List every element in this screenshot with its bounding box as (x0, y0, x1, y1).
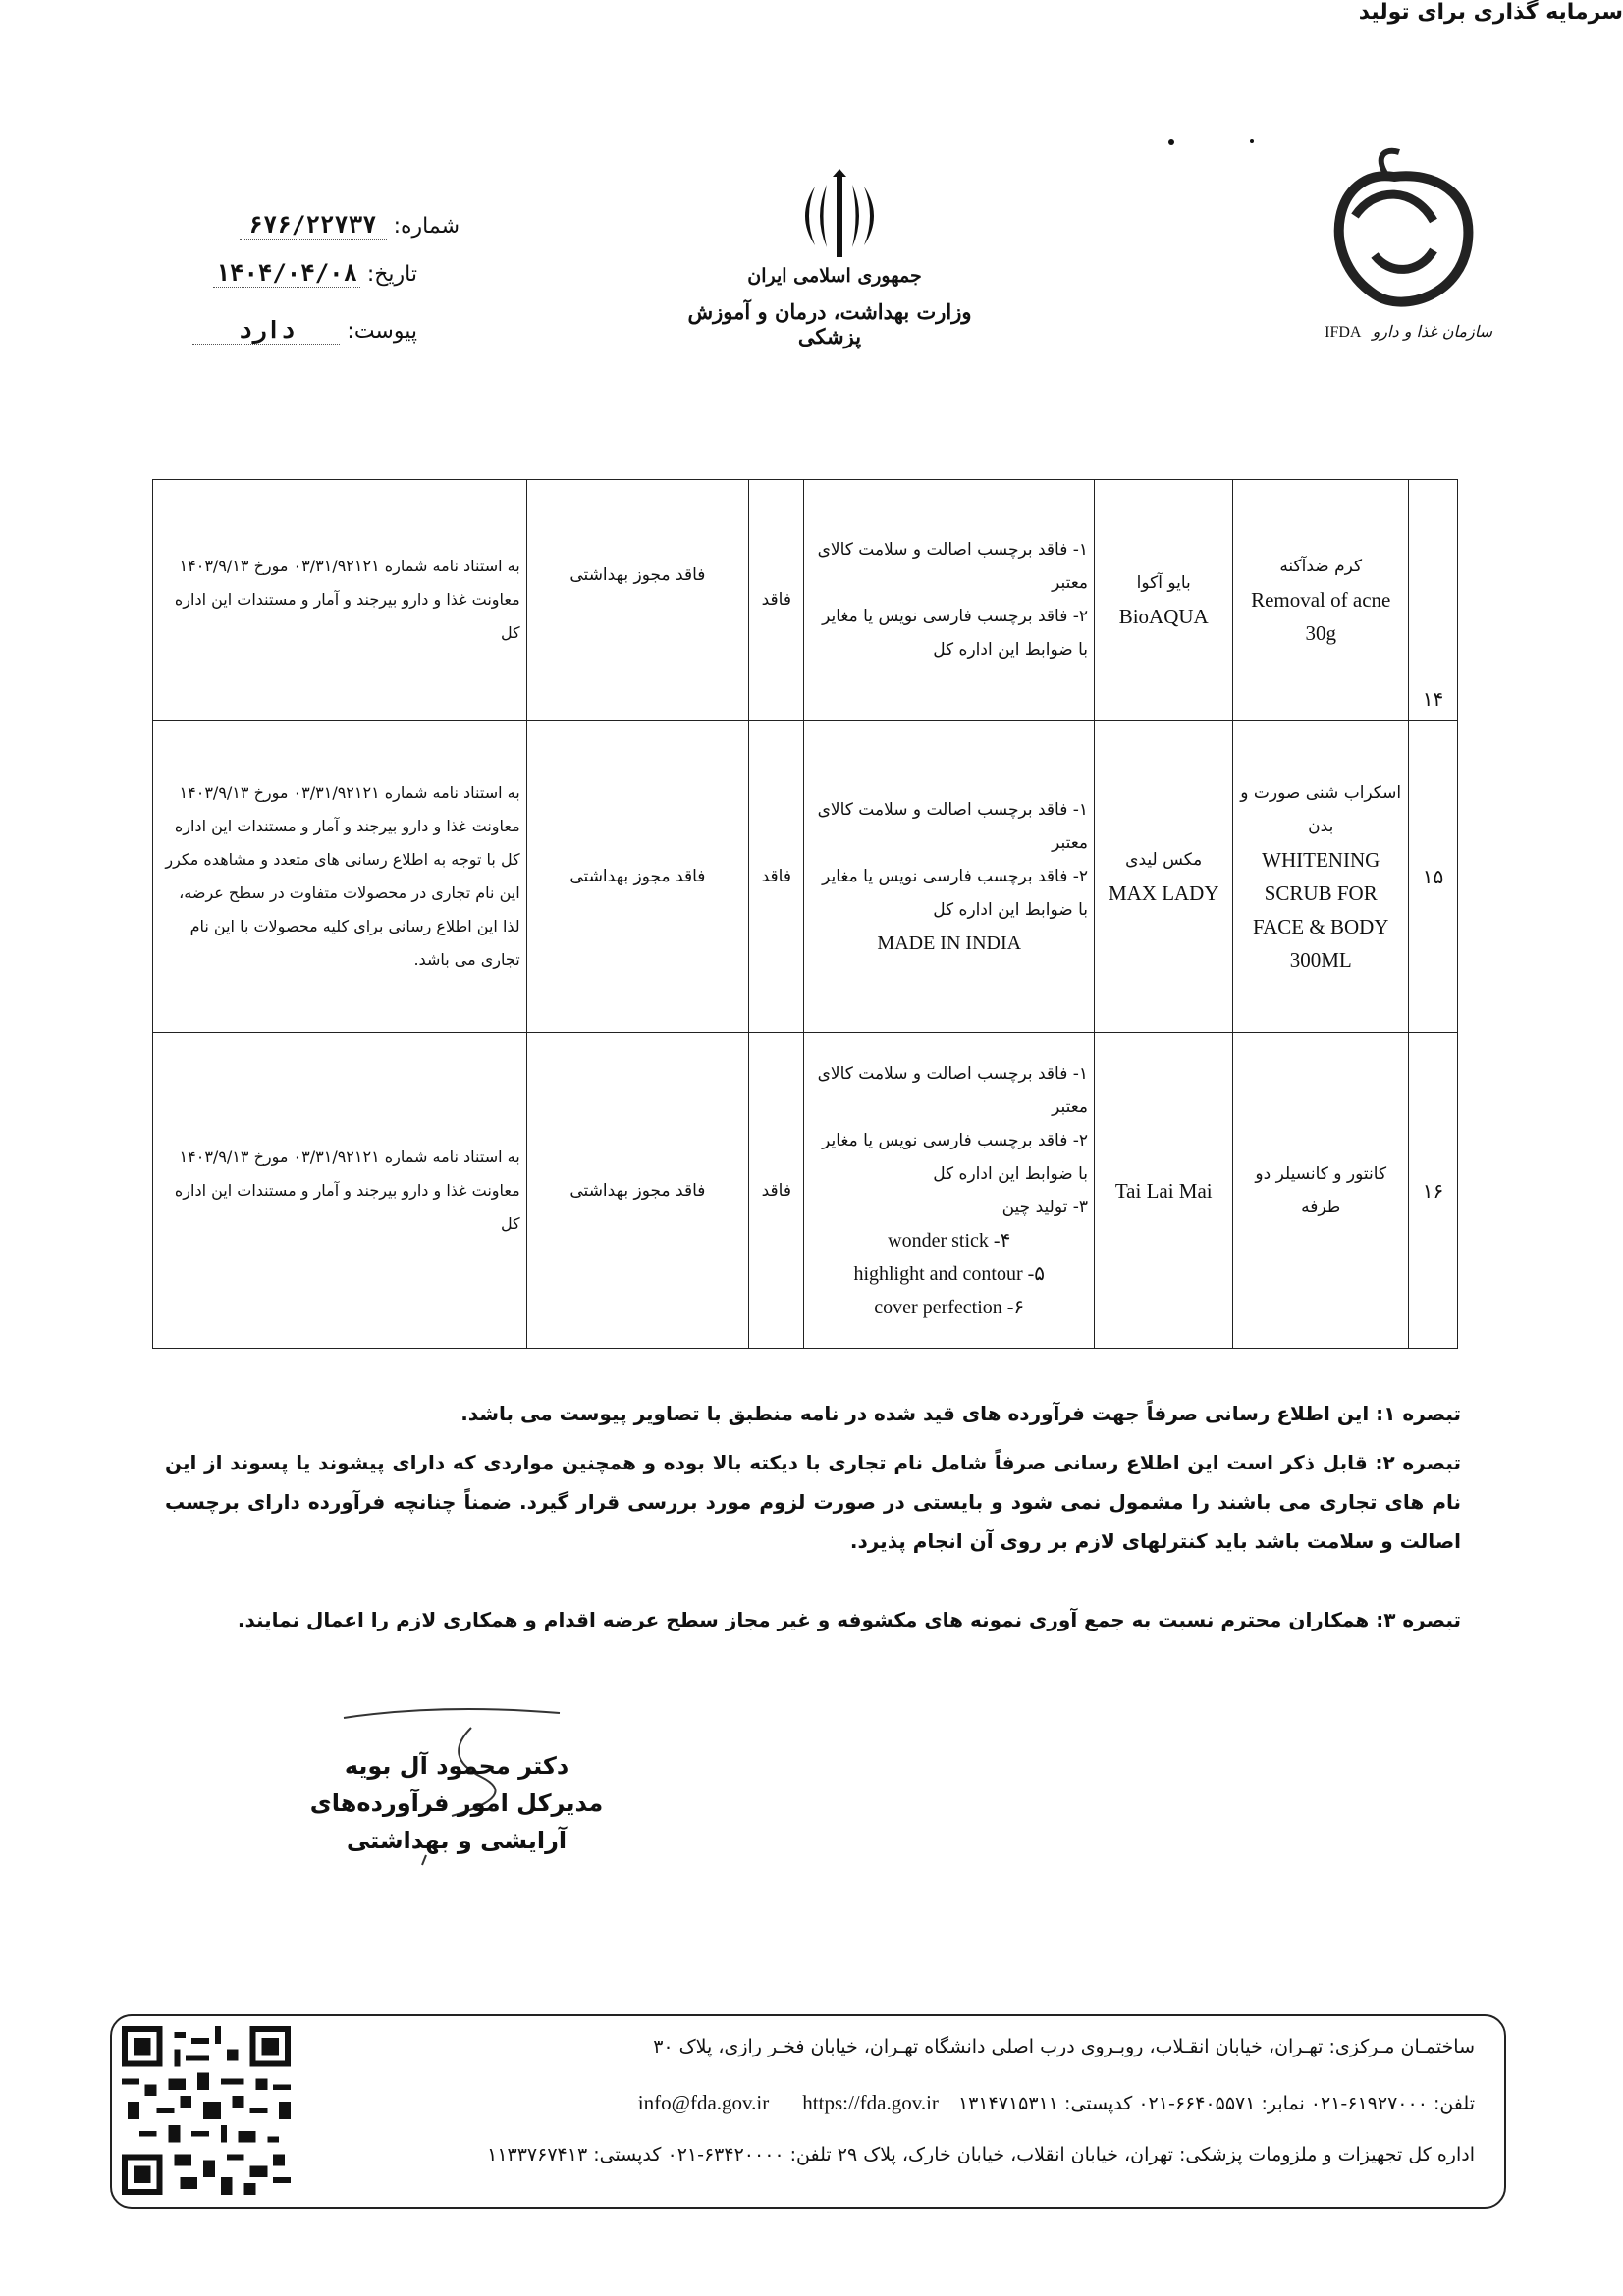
footer-email[interactable]: info@fda.gov.ir (637, 2091, 770, 2114)
note-1: تبصره ۱: این اطلاع رسانی صرفاً جهت فرآورده های قید شده در نامه منطبق با تصاویر پیوست می باشد. (460, 1402, 1461, 1425)
issue-item: ۳- تولید چین (1001, 1197, 1089, 1217)
republic-title: جمهوری اسلامی ایران (747, 265, 922, 287)
issue-item: ۲- فاقد برچسب فارسی نویس یا مغایر با ضوابط این اداره کل (822, 1130, 1089, 1184)
letter-number-label: شماره: (393, 214, 460, 239)
row-number: ۱۵ (1409, 721, 1458, 1033)
row-number: ۱۴ (1409, 480, 1458, 721)
signer-title-1: مدیرکل امور فرآورده‌های (309, 1789, 604, 1817)
footer (110, 2014, 1506, 2209)
scan-dot (1168, 139, 1174, 145)
letter-attachment-value: دارد (192, 316, 340, 345)
fda-logo-icon (1296, 147, 1492, 319)
brand-en: MAX LADY (1108, 881, 1219, 905)
letter-date-value: ۱۴۰۴/۰۴/۰۸ (213, 259, 360, 288)
product-name-cell (1233, 1033, 1409, 1349)
brand-cell (1095, 1033, 1233, 1349)
issue-item-en: wonder stick -۴ (888, 1229, 1011, 1252)
status-cell: فاقد (749, 1033, 804, 1349)
note-3: تبصره ۳: همکاران محترم نسبت به جمع آوری نمونه های مکشوفه و غیر مجاز سطح عرضه اقدام و همکاری لازم را اعمال نمایند. (237, 1608, 1461, 1631)
status-cell: فاقد (749, 721, 804, 1033)
fda-logo-abbr: IFDA (1325, 324, 1362, 341)
letter-date (213, 259, 417, 288)
reference-cell: به استناد نامه شماره ۰۳/۳۱/۹۲۱۲۱ مورخ ۱۴۰۳/۹/۱۳ معاونت غذا و دارو بیرجند و آمار و مستندات این اداره کل با توجه به اطلاع رسانی های متعدد و مشاهده مکرر این نام تجاری در محصولات متفاوت در سطح عرضه، لذا این اطلاع رسانی برای کلیه محصولات با این نام تجاری می باشد. (153, 721, 527, 1033)
row-number: ۱۶ (1409, 1033, 1458, 1349)
footer-address: ساختمـان مـرکزی: تهـران، خیابان انقـلاب، روبـروی درب اصلی دانشگاه تهـران، خیابان فخـر رازی، پلاک ۳۰ (653, 2036, 1475, 2057)
fda-logo-text: سازمان غذا و دارو (1372, 322, 1492, 341)
letter-attachment (192, 316, 417, 345)
note-2: تبصره ۲: قابل ذکر است این اطلاع رسانی صرفاً شامل نام تجاری با دیکته بالا بوده و همچنین مواردی که دارای پیشوند یا پسوند از این نام های تجاری می باشند را مشمول نمی شود و بایستی در صورت لزوم مورد بررسی قرار گیرد. ضمناً چنانچه فرآورده دارای برچسب اصالت و سلامت باشد باید کنترلهای لازم بر روی آن انجام پذیرد. (165, 1451, 1462, 1553)
ministry-title: وزارت بهداشت، درمان و آموزش پزشکی (687, 299, 972, 348)
issues-cell (804, 480, 1095, 721)
reference-cell: به استناد نامه شماره ۰۳/۳۱/۹۲۱۲۱ مورخ ۱۴۰۳/۹/۱۳ معاونت غذا و دارو بیرجند و آمار و مستندات این اداره کل (153, 1033, 527, 1349)
issue-item: ۲- فاقد برچسب فارسی نویس یا مغایر با ضوابط این اداره کل (822, 607, 1089, 660)
reference-cell: به استناد نامه شماره ۰۳/۳۱/۹۲۱۲۱ مورخ ۱۴۰۳/۹/۱۳ معاونت غذا و دارو بیرجند و آمار و مستندات این اداره کل (153, 480, 527, 721)
footer-equipment-office: اداره کل تجهیزات و ملزومات پزشکی: تهران، خیابان انقلاب، خیابان خارک، پلاک ۲۹ تلفن: ۶۳۴۲۰۰۰۰-۰۲۱ کدپستی: ۱۱۳۳۷۶۷۴۱۳ (487, 2144, 1475, 2165)
license-cell: فاقد مجوز بهداشتی (526, 1033, 748, 1349)
brand-fa: بایو آکوا (1136, 573, 1191, 593)
letter-number-value: ۶۷۶/۲۲۷۳۷ (240, 211, 387, 240)
footer-website[interactable]: https://fda.gov.ir (802, 2091, 939, 2114)
footer-phone: تلفن: ۶۱۹۲۷۰۰۰-۰۲۱ نمابر: ۶۶۴۰۵۵۷۱-۰۲۱ کدپستی: ۱۳۱۴۷۱۵۳۱۱ (957, 2093, 1475, 2114)
issue-item-en: MADE IN INDIA (877, 932, 1022, 954)
brand-en: Tai Lai Mai (1114, 1178, 1213, 1202)
table-row (153, 480, 1458, 721)
scan-dot (1250, 139, 1254, 143)
table-row (153, 1033, 1458, 1349)
brand-cell (1095, 480, 1233, 721)
issue-item-en: highlight and contour -۵ (853, 1262, 1046, 1285)
products-table (152, 479, 1458, 1349)
brand-cell (1095, 721, 1233, 1033)
product-name-cell (1233, 480, 1409, 721)
issue-item-en: cover perfection -۶ (874, 1296, 1025, 1318)
brand-en: BioAQUA (1118, 605, 1209, 628)
product-name-fa: کانتور و کانسیلر دو طرفه (1255, 1163, 1387, 1217)
product-name-en: Removal of acne 30g (1251, 588, 1391, 645)
product-name-fa: کرم ضدآکنه (1279, 557, 1363, 576)
product-name-cell (1233, 721, 1409, 1033)
issue-item: ۲- فاقد برچسب فارسی نویس یا مغایر با ضوابط این اداره کل (822, 866, 1089, 920)
license-cell: فاقد مجوز بهداشتی (526, 721, 748, 1033)
fda-logo (1296, 147, 1492, 353)
letter-date-label: تاریخ: (366, 262, 417, 287)
license-cell: فاقد مجوز بهداشتی (526, 480, 748, 721)
letter-number (240, 211, 460, 240)
qr-code-icon (122, 2026, 291, 2195)
issue-item: ۱- فاقد برچسب اصالت و سلامت کالای معتبر (817, 799, 1089, 853)
signer-name: دکتر محمود آل بویه (344, 1752, 569, 1780)
table-row (153, 721, 1458, 1033)
issues-cell (804, 721, 1095, 1033)
letter-attachment-label: پیوست: (347, 319, 417, 344)
footer-contact (624, 2091, 1475, 2115)
product-name-en: WHITENING SCRUB FOR FACE & BODY 300ML (1252, 847, 1389, 972)
issues-cell (804, 1033, 1095, 1349)
signature-block (309, 1747, 604, 1859)
brand-fa: مکس لیدی (1125, 849, 1203, 870)
year-slogan: سرمایه گذاری برای تولید (1358, 0, 1623, 25)
status-cell: فاقد (749, 480, 804, 721)
issue-item: ۱- فاقد برچسب اصالت و سلامت کالای معتبر (817, 1063, 1089, 1117)
issue-item: ۱- فاقد برچسب اصالت و سلامت کالای معتبر (817, 540, 1089, 593)
signer-title-2: آرایشی و بهداشتی (346, 1827, 568, 1854)
iran-emblem-icon (785, 167, 893, 265)
product-name-fa: اسکراب شنی صورت و بدن (1240, 782, 1402, 836)
